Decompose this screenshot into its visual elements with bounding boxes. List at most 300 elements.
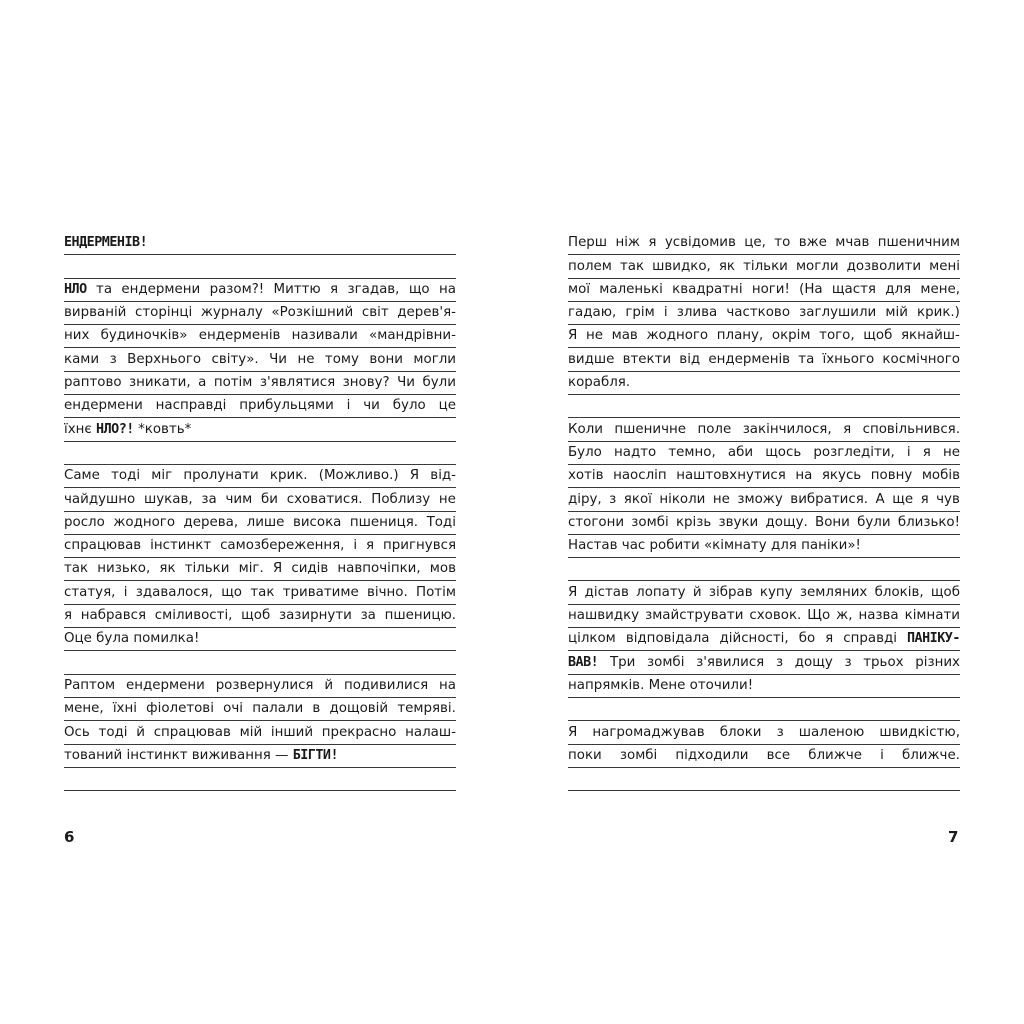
word: очі [223,701,243,717]
word: злива [676,305,718,321]
word: я [920,491,929,507]
text-line [568,465,960,488]
word: і [123,584,128,600]
word: (Можливо.) [318,468,399,484]
text-line [568,302,960,325]
word: окрім [771,328,811,344]
word: А [875,491,885,507]
text-line [64,745,456,768]
word: плану, [716,328,764,344]
word: розгледіти, [813,444,895,460]
word: Потім [416,584,456,600]
word: того, [819,328,855,344]
word: Було [568,444,602,460]
word: ПАНІКУ- [907,631,960,647]
word: ніж [615,235,640,251]
word: Що [807,608,831,624]
word: з [609,491,617,507]
word: будиночків» [100,328,188,344]
text-line [64,675,456,698]
word: тільки [743,258,788,274]
word: дійсності, [719,631,789,647]
word: сховатися. [286,491,363,507]
word: дощовій [329,701,389,717]
word: мене, [920,281,960,297]
word: росло [64,514,105,530]
word: Вони [815,514,850,530]
word: я [825,631,834,647]
word: сховок. [749,608,802,624]
word: їхні [112,701,137,717]
page-number-right: 7 [948,828,959,846]
word: Я [272,561,283,577]
word: в [312,701,321,717]
word: не [297,351,315,367]
word: за [201,491,217,507]
text-line [568,535,960,558]
word: з'являтися [259,375,336,391]
word: темряві. [397,701,456,717]
text-segment: БІГТИ! [292,747,339,763]
word: ближче. [901,747,960,763]
text-segment: ЕНДЕРМЕНІВ! [64,235,148,251]
word: могли [795,258,839,274]
word: щоб [863,328,893,344]
word: ближче [808,747,862,763]
word: і [906,444,911,460]
word: це [438,398,456,414]
text-line [64,698,456,721]
text-line [568,512,960,535]
text-line [568,745,960,768]
word: заглушили [799,305,877,321]
word: на [438,281,456,297]
text-line [64,395,456,418]
word: різних [915,654,960,670]
word: так [250,584,275,600]
word: ендермени [126,677,205,693]
word: би [261,491,278,507]
word: квадратні [672,281,743,297]
word: Три [609,654,636,670]
text-line [568,395,960,418]
word: Тоді [426,514,456,530]
word: набрався [80,608,147,624]
word: я [648,235,657,251]
text-segment: їхнє [64,421,97,437]
word: наосліп [613,468,667,484]
word: ками [64,351,100,367]
word: мчав [835,235,870,251]
word: Я [568,584,578,600]
word: зомбі [647,654,685,670]
word: сидів [291,561,329,577]
word: не [438,491,456,507]
word: швидко, [652,258,711,274]
word: міг. [238,561,264,577]
word: шукав, [143,491,193,507]
word: лопату [636,584,686,600]
word: налаш- [405,724,456,740]
word: з [776,724,784,740]
text-line [64,442,456,465]
word: мені [929,258,960,274]
word: справді [843,631,897,647]
text-line [64,581,456,604]
text-line [64,325,456,348]
word: поки [568,747,602,763]
word: міг [151,468,173,484]
word: чайдушно [64,491,136,507]
word: зазирнути [278,608,352,624]
text-line [568,768,960,791]
word: так [619,258,645,274]
text-line [568,348,960,371]
word: спрацював [153,724,231,740]
word: мав [611,328,638,344]
word: цілком [568,631,616,647]
text-line [568,698,960,721]
word: Ось [64,724,90,740]
word: ж, [836,608,853,624]
text-segment: Оце була помилка! [64,631,200,647]
word: з'явилися [696,654,765,670]
word: триватиме [282,584,359,600]
word: космічного [882,351,960,367]
word: тоді [111,468,141,484]
text-line [64,348,456,371]
text-segment: НЛО?! [96,421,134,437]
word: я [366,538,375,554]
word: змайструвати [645,608,744,624]
word: шаленою [798,724,865,740]
word: сторінці [135,305,193,321]
word: вже [798,235,827,251]
text-line [64,302,456,325]
word: ендерменів [708,351,791,367]
word: грім [625,305,655,321]
text-line [568,488,960,511]
text-line [568,418,960,441]
word: крик. [269,468,308,484]
word: сповільнився. [862,421,960,437]
word: кімнати [904,608,960,624]
word: пролунати [183,468,259,484]
word: усвідомив [664,235,736,251]
word: ніколи [659,491,706,507]
text-line [64,232,456,255]
word: крізь [675,514,712,530]
word: Перш [568,235,608,251]
text-line [64,605,456,628]
word: чув [936,491,960,507]
word: близько! [897,514,960,530]
text-line [568,581,960,604]
word: журналу [200,305,263,321]
word: я [922,444,931,460]
word: полем [568,258,612,274]
word: лише [246,514,285,530]
word: висока [292,514,342,530]
word: вони [369,351,403,367]
word: зібрав [708,584,753,600]
word: та [798,351,815,367]
word: низько, [97,561,151,577]
word: з [775,654,784,670]
word: дістав [584,584,629,600]
word: закінчилося, [742,421,832,437]
word: й [324,677,334,693]
word: все [766,747,791,763]
word: прекрасно [321,724,397,740]
text-line [64,535,456,558]
text-line [64,628,456,651]
word: прибульцями [239,398,334,414]
word: Чи [269,351,288,367]
word: Чи [397,375,415,391]
word: мов [429,561,456,577]
word: нагромаджував [592,724,705,740]
word: трьох [863,654,904,670]
word: сміливості, [154,608,233,624]
word: пшеницю. [384,608,456,624]
word: розвернулися [215,677,314,693]
word: і [346,398,351,414]
word: якусь [821,468,862,484]
word: це, [744,235,766,251]
text-line [568,372,960,395]
word: Раптом [64,677,116,693]
text-line [64,558,456,581]
word: згадав, [347,281,400,297]
word: Поблизу [371,491,431,507]
word: відповідала [625,631,710,647]
right-page [568,232,960,791]
word: навпочіпки, [337,561,421,577]
word: та [96,281,113,297]
text-line [568,651,960,674]
word: так [64,561,89,577]
text-line [568,279,960,302]
word: наштовхнутися [676,468,786,484]
word: потім [213,375,253,391]
word: блоків, [874,584,924,600]
word: ендерменів [198,328,281,344]
word: Я [409,468,420,484]
word: на [795,468,813,484]
word: звуки [718,514,759,530]
word: були [857,514,891,530]
word: підходили [675,747,749,763]
word: зомбі [631,514,669,530]
word: тоді [98,724,128,740]
word: «Розкішний [271,305,354,321]
word: Я [568,724,578,740]
word: й [692,584,702,600]
word: щастя [831,281,876,297]
word: я [64,608,73,624]
word: «мандрівни- [369,328,456,344]
word: я [843,421,852,437]
text-line [64,372,456,395]
word: вічно. [367,584,408,600]
word: них [64,328,90,344]
word: зможу [737,491,783,507]
word: разом?! [209,281,265,297]
word: крик.) [917,305,960,321]
word: називали [291,328,358,344]
word: маленькі [599,281,663,297]
word: з [844,654,852,670]
word: щось [765,444,802,460]
word: Я [568,328,578,344]
word: мої [568,281,591,297]
word: НЛО [64,281,87,297]
word: втекти [622,351,672,367]
word: жодного [646,328,709,344]
text-line [568,721,960,744]
text-segment: *ковть* [133,421,192,437]
word: не [585,328,603,344]
word: дощу [794,654,833,670]
text-line [64,279,456,302]
text-line [64,512,456,535]
text-line [568,675,960,698]
text-line [568,605,960,628]
text-segment: Настав час робити «кімнату для паніки»! [568,538,861,554]
word: дозволити [846,258,922,274]
word: мобів [921,468,960,484]
word: купу [759,584,793,600]
text-line [568,558,960,581]
word: хотів [568,468,604,484]
word: не [943,444,960,460]
word: аби [727,444,754,460]
word: інстинкт [150,538,212,554]
text-line [568,325,960,348]
word: Коли [568,421,603,437]
word: стогони [568,514,625,530]
word: я [330,281,339,297]
word: мій [239,724,263,740]
word: з [109,351,117,367]
text-line [64,465,456,488]
word: Верхнього [127,351,202,367]
word: їхнього [822,351,875,367]
word: спрацював [64,538,142,554]
word: ноги! [751,281,790,297]
word: і [663,305,668,321]
word: що [408,281,430,297]
word: то [774,235,791,251]
word: для [885,281,912,297]
word: були [422,375,456,391]
word: назва [858,608,899,624]
word: дерев'я- [397,305,456,321]
word: ВАВ! [568,654,599,670]
word: Миттю [273,281,321,297]
word: а [198,375,207,391]
word: від- [430,468,456,484]
word: і [353,538,358,554]
text-line [64,488,456,511]
word: надто [614,444,657,460]
text-segment: тований інстинкт виживання — [64,747,293,763]
word: ендермени [64,398,143,414]
text-line [568,255,960,278]
word: видше [568,351,615,367]
word: якнайш- [900,328,960,344]
word: і [880,747,884,763]
word: здавалося, [135,584,213,600]
word: дерева, [183,514,239,530]
word: швидкістю, [879,724,960,740]
word: було [392,398,426,414]
word: що [221,584,242,600]
word: зникати, [129,375,191,391]
word: тільки [184,561,230,577]
word: нашвидку [568,608,640,624]
word: мене, [64,701,104,717]
word: світу». [211,351,259,367]
word: насправді [155,398,227,414]
word: Саме [64,468,100,484]
word: чи [363,398,380,414]
word: мій [885,305,908,321]
word: гадаю, [568,305,617,321]
word: пшениця. [349,514,419,530]
text-line [568,628,960,651]
word: на [439,677,456,693]
word: могли [413,351,456,367]
word: знову? [342,375,390,391]
text-line [568,442,960,465]
word: щоб [241,608,271,624]
word: світ [361,305,389,321]
word: зомбі [619,747,658,763]
word: дощу. [765,514,808,530]
word: пшеничним [877,235,960,251]
word: як [159,561,176,577]
text-line [64,651,456,674]
text-line [568,232,960,255]
page-number-left: 6 [64,828,75,846]
word: пшеничне [614,421,687,437]
word: жодного [113,514,176,530]
word: палали [252,701,304,717]
word: інший [270,724,314,740]
text-segment: напрямків. Мене оточили! [568,677,754,693]
text-line [64,721,456,744]
word: раптово [64,375,122,391]
word: подивилися [343,677,429,693]
word: тому [324,351,359,367]
word: фіолетові [146,701,214,717]
word: земляних [799,584,868,600]
word: й [136,724,145,740]
word: за [360,608,376,624]
word: ще [892,491,914,507]
word: (На [799,281,823,297]
word: самозбереження, [220,538,345,554]
word: вибратися. [790,491,869,507]
text-line [64,418,456,441]
word: від [679,351,701,367]
word: блоки [719,724,762,740]
text-line [64,255,456,278]
word: чим [225,491,253,507]
word: вирваній [64,305,127,321]
